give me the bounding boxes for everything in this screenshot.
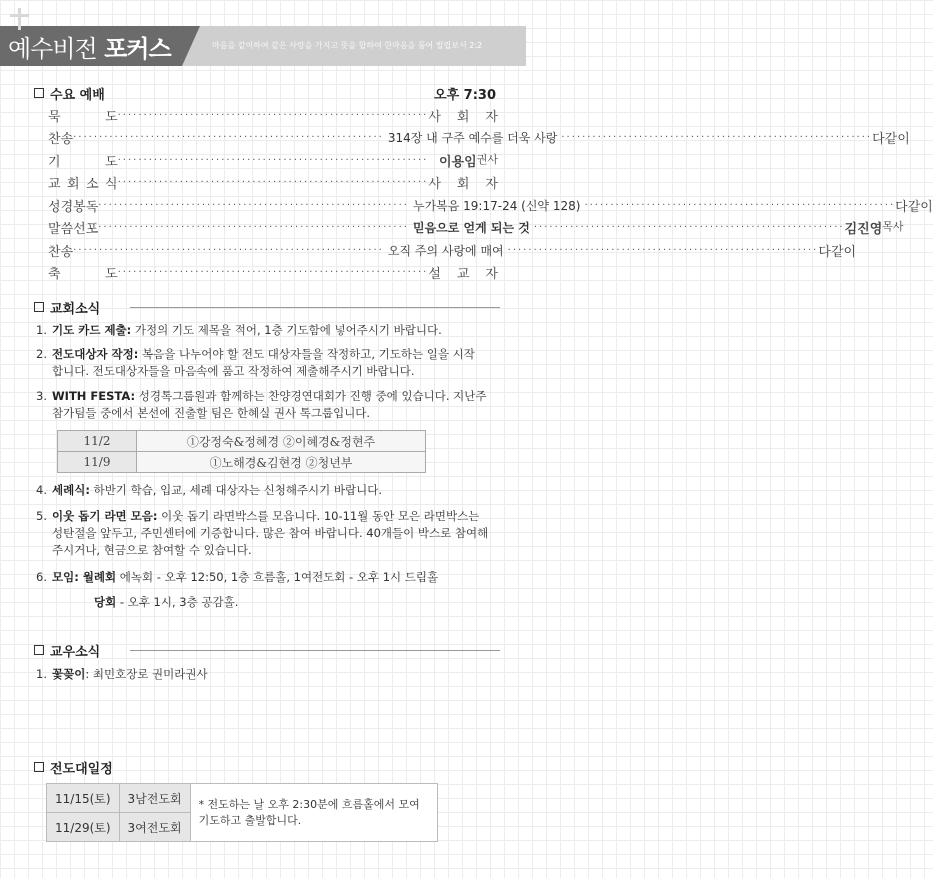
worship-row — [48, 262, 498, 284]
festa-date: 11/2 — [58, 431, 137, 452]
leader-char: 이 — [920, 199, 933, 215]
leader-name: 김진영 — [844, 222, 883, 237]
item-number: 4. — [36, 483, 47, 497]
title-light: 예수비전 — [8, 35, 97, 63]
news-heading-label: 교회소식 — [50, 302, 101, 317]
members-heading-label: 교우소식 — [50, 645, 101, 660]
label-char: 포 — [85, 222, 99, 237]
evangelism-table — [46, 783, 438, 842]
festa-team: ①노해경&김현경 ②청년부 — [137, 452, 426, 473]
worship-row — [48, 239, 857, 261]
dot-leader: ···························································· — [73, 132, 384, 143]
item-number: 1. — [36, 323, 47, 337]
worship-item-label — [48, 218, 98, 237]
leader-char: 자 — [485, 267, 498, 282]
worship-item-label — [48, 173, 118, 192]
evangelism-heading — [34, 758, 113, 777]
worship-item-text: 누가복음 19:17-24 (신약 128) — [412, 198, 581, 213]
label-char: 기 — [48, 154, 61, 170]
label-char: 소 — [86, 177, 99, 192]
worship-item-label — [48, 151, 118, 170]
worship-heading — [34, 84, 105, 103]
dot-leader: ···························································· — [117, 109, 429, 121]
worship-item-label — [48, 263, 118, 282]
worship-item-label — [48, 106, 118, 125]
leader-char: 다 — [895, 199, 908, 215]
item-text: 에녹회 - 오후 12:50, 1층 흐름홀, 1여전도회 - 오후 1시 드림홀 — [116, 570, 439, 584]
dot-leader: ···························································· — [533, 222, 845, 233]
worship-item-detail — [98, 219, 844, 236]
dot-leader: ···························································· — [561, 132, 873, 143]
item-text: 가정의 기도 제목을 적어, 1층 기도함에 넣어주시기 바랍니다. — [131, 323, 442, 337]
item-text: 성경톡그룹원과 함께하는 찬양경연대회가 진행 중에 있습니다. 지난주 — [135, 389, 487, 403]
worship-item-detail — [98, 197, 895, 214]
item-title: 전도대상자 작정: — [52, 347, 139, 361]
dot-leader: ···························································· — [73, 244, 384, 256]
festa-date: 11/9 — [58, 452, 137, 473]
label-char: 식 — [105, 177, 118, 192]
label-char: 송 — [60, 132, 74, 147]
item-title: 모임: 월례회 — [52, 570, 117, 584]
leader-char: 회 — [456, 177, 470, 192]
members-divider — [130, 650, 500, 651]
festa-table — [57, 430, 426, 473]
checkbox-square-icon — [34, 88, 44, 98]
leader-char: 자 — [485, 177, 498, 192]
dot-leader: ···························································· — [98, 199, 409, 211]
label-char: 선 — [73, 222, 86, 237]
worship-leader — [818, 241, 856, 260]
checkbox-square-icon — [34, 645, 44, 655]
worship-leader — [428, 106, 498, 125]
item-number: 3. — [36, 389, 47, 403]
table-row — [58, 431, 426, 452]
worship-row — [48, 194, 933, 216]
item-text-cont: 참가팀들 중에서 본선에 진출할 팀은 한혜실 권사 톡그룹입니다. — [52, 406, 371, 420]
table-row — [58, 452, 426, 473]
label-char: 찬 — [48, 244, 61, 260]
item-text: 복음을 나누어야 할 전도 대상자들을 작정하고, 기도하는 일을 시작 — [138, 347, 475, 361]
label-char: 축 — [48, 267, 61, 282]
members-heading — [34, 641, 100, 660]
item-subtext: - 오후 1시, 3층 공감홀. — [116, 595, 239, 609]
item-number: 2. — [36, 347, 47, 361]
worship-item-text: 314장 내 구주 예수를 더욱 사랑 — [387, 131, 558, 145]
dot-leader: ···························································· — [117, 177, 429, 188]
item-text-cont: 합니다. 전도대상자들을 마음속에 품고 작정하여 제출해주시기 바랍니다. — [52, 364, 415, 378]
worship-row — [48, 217, 904, 239]
item-title: 꽃꽂이 — [52, 667, 86, 681]
dot-leader: ···························································· — [117, 267, 429, 278]
evangelism-note: * 전도하는 날 오후 2:30분에 흐름홀에서 모여 기도하고 출발합니다. — [190, 784, 437, 842]
item-title: 세례식: — [52, 483, 90, 497]
item-text: 이웃 돕기 라면박스를 모읍니다. 10-11월 동안 모은 라면박스는 — [157, 509, 480, 523]
label-char: 성 — [48, 199, 61, 215]
worship-leader — [895, 196, 933, 215]
worship-item-text: 믿음으로 얻게 되는 것 — [412, 221, 530, 235]
evangelism-group: 3남전도회 — [119, 784, 190, 813]
table-row — [47, 784, 438, 813]
festa-team: ①강정숙&정혜경 ②이혜경&정현주 — [137, 431, 426, 452]
label-char: 말 — [48, 222, 61, 237]
leader-char: 사 — [428, 109, 441, 125]
leader-char: 다 — [818, 244, 831, 260]
leader-title: 목사 — [882, 220, 904, 233]
worship-item-label — [48, 196, 98, 215]
label-char: 교 — [48, 177, 61, 192]
item-number: 5. — [36, 509, 47, 523]
leader-char: 설 — [428, 267, 441, 282]
dot-leader: ···························································· — [584, 199, 896, 211]
label-char: 도 — [105, 154, 118, 170]
dot-leader: ···························································· — [507, 244, 819, 256]
item-number: 1. — [36, 667, 47, 681]
label-char: 봉 — [73, 199, 86, 215]
item-subtitle: 당회 — [94, 595, 117, 609]
evangelism-heading-label: 전도대일정 — [50, 762, 113, 777]
news-item — [36, 388, 506, 422]
item-title: 이웃 돕기 라면 모음: — [52, 509, 158, 523]
worship-leader — [428, 173, 498, 192]
leader-char: 교 — [456, 267, 470, 282]
checkbox-square-icon — [34, 762, 44, 772]
leader-title: 권사 — [476, 152, 498, 166]
cross-icon-bar — [10, 14, 29, 17]
header-verse: 마음을 같이하여 같은 사랑을 가지고 뜻을 합하여 한마음을 품어 빌립보서 2:2 — [212, 41, 483, 50]
worship-time: 오후 7:30 — [434, 88, 496, 103]
item-title: WITH FESTA: — [52, 389, 136, 403]
news-item — [36, 482, 506, 499]
leader-char: 이 — [843, 244, 857, 260]
worship-row — [48, 104, 498, 126]
leader-char: 같 — [884, 132, 898, 147]
worship-leader — [428, 263, 498, 282]
leader-char: 사 — [428, 177, 441, 192]
worship-row — [48, 127, 910, 149]
worship-row — [48, 149, 498, 171]
leader-char: 같 — [830, 244, 844, 260]
news-heading — [34, 298, 100, 317]
leader-char: 회 — [456, 109, 470, 125]
cross-icon — [18, 8, 21, 30]
worship-item-detail — [73, 242, 818, 259]
checkbox-square-icon — [34, 302, 44, 312]
label-char: 찬 — [48, 132, 61, 147]
item-title: 기도 카드 제출: — [52, 323, 132, 337]
title-bold: 포커스 — [104, 35, 171, 63]
label-char: 회 — [67, 177, 80, 192]
leader-char: 자 — [485, 109, 498, 125]
worship-row — [48, 172, 498, 194]
worship-item-detail — [73, 129, 872, 146]
page-title — [8, 29, 171, 64]
members-item — [36, 666, 506, 683]
worship-leader — [845, 218, 904, 237]
worship-leader — [872, 128, 910, 147]
worship-heading-label: 수요 예배 — [50, 88, 105, 103]
worship-item-label — [48, 241, 73, 260]
label-char: 경 — [60, 199, 74, 215]
label-char: 묵 — [48, 109, 61, 125]
dot-leader: ···························································· — [98, 222, 409, 233]
leader-char: 같 — [907, 199, 921, 215]
worship-leader — [428, 151, 498, 170]
news-divider — [130, 307, 500, 308]
label-char: 씀 — [60, 222, 74, 237]
item-text: 하반기 학습, 입교, 세례 대상자는 신청해주시기 바랍니다. — [89, 483, 382, 497]
news-item — [36, 569, 506, 611]
label-char: 송 — [60, 244, 74, 260]
worship-item-label — [48, 128, 73, 147]
item-text-cont — [36, 594, 506, 611]
news-item — [36, 322, 506, 339]
label-char: 독 — [85, 199, 99, 215]
leader-char: 다 — [872, 132, 885, 147]
news-item — [36, 346, 506, 380]
leader-char: 이 — [897, 132, 910, 147]
label-char: 도 — [105, 109, 118, 125]
item-text-cont: 주시거나, 현금으로 참여할 수 있습니다. — [52, 543, 252, 557]
dot-leader: ···························································· — [117, 154, 429, 166]
leader-name: 이용임 — [439, 154, 477, 170]
label-char: 도 — [105, 267, 118, 282]
item-text-cont: 성탄절을 앞두고, 주민센터에 기증합니다. 많은 참여 바랍니다. 40개들이 박스로 참여해 — [52, 526, 489, 540]
evangelism-group: 3여전도회 — [119, 813, 190, 842]
item-text: : 최민호장로 권미라권사 — [85, 667, 208, 681]
item-number: 6. — [36, 570, 47, 584]
worship-item-text: 오직 주의 사랑에 매여 — [387, 243, 504, 258]
news-item — [36, 508, 506, 559]
evangelism-date: 11/29(토) — [47, 813, 120, 842]
evangelism-date: 11/15(토) — [47, 784, 120, 813]
